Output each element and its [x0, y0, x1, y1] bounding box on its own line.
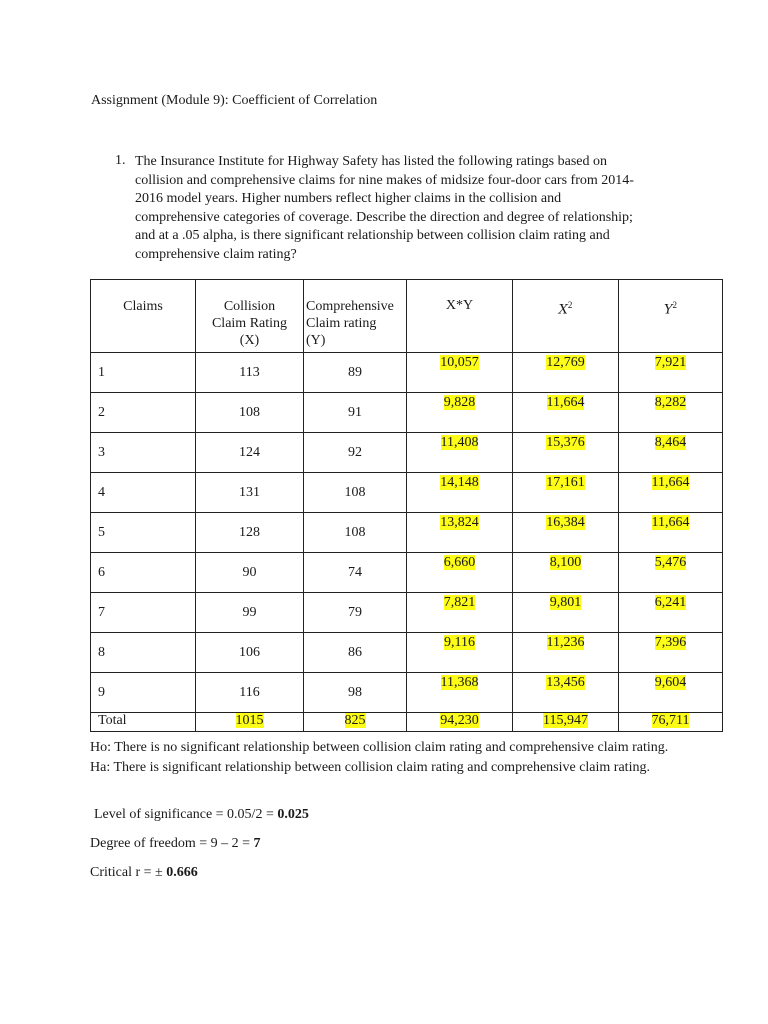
y-squared-cell	[619, 553, 723, 593]
claim-cell	[91, 353, 196, 393]
comprehensive-cell-value: 108	[344, 524, 366, 540]
claim-cell-value: 7	[98, 604, 105, 620]
table-row	[91, 353, 723, 393]
collision-cell-value: 128	[239, 524, 260, 540]
table-row	[91, 673, 723, 713]
y-squared-cell	[619, 393, 723, 433]
claim-cell	[91, 593, 196, 633]
x-squared-cell	[513, 593, 619, 633]
claim-cell-value: 9	[98, 684, 105, 700]
claim-cell-value: 4	[98, 484, 105, 500]
question-line: collision and comprehensive claims for nine makes of midsize four-door cars from 2014-	[135, 172, 634, 188]
y-squared-cell-value: 11,664	[651, 515, 690, 530]
y-squared-cell-value: 8,464	[654, 435, 687, 450]
x-squared-cell-value: 11,664	[546, 395, 585, 410]
xy-cell-value: 11,368	[440, 675, 479, 690]
question-line: comprehensive categories of coverage. Describe the direction and degree of relationship;	[135, 209, 633, 225]
y-squared-cell	[619, 673, 723, 713]
collision-cell-value: 116	[239, 684, 260, 700]
degree-of-freedom-line	[90, 836, 261, 852]
y-squared-cell-value: 11,664	[651, 475, 690, 490]
collision-cell-value: 113	[239, 364, 260, 380]
table-row	[91, 473, 723, 513]
xy-cell-value: 6,660	[443, 555, 476, 570]
comprehensive-cell-value: 108	[344, 484, 366, 500]
total-y-squared-cell-value: 76,711	[651, 713, 690, 728]
y-squared-cell-value: 7,396	[654, 635, 687, 650]
x-squared-cell-value: 9,801	[549, 595, 582, 610]
x-squared-cell	[513, 673, 619, 713]
xy-cell	[407, 473, 513, 513]
total-label-cell	[91, 713, 196, 732]
x-squared-cell-value: 13,456	[546, 675, 585, 690]
header-xy: X*Y	[407, 280, 513, 353]
collision-cell-value: 106	[239, 644, 260, 660]
total-x-squared-cell	[513, 713, 619, 732]
xy-cell	[407, 673, 513, 713]
x-squared-cell	[513, 553, 619, 593]
claim-cell-value: 6	[98, 564, 105, 580]
comprehensive-cell	[304, 553, 407, 593]
collision-cell	[196, 553, 304, 593]
xy-cell-value: 14,148	[440, 475, 479, 490]
significance-label: Level of significance = 0.05/2 =	[94, 807, 278, 822]
xy-cell-value: 9,116	[444, 635, 475, 650]
table-row	[91, 593, 723, 633]
comprehensive-cell	[304, 393, 407, 433]
y-squared-cell	[619, 473, 723, 513]
total-y-squared-cell	[619, 713, 723, 732]
x-squared-cell-value: 12,769	[546, 355, 585, 370]
question-line: comprehensive claim rating?	[135, 246, 297, 262]
y-squared-cell	[619, 633, 723, 673]
collision-cell	[196, 673, 304, 713]
comprehensive-cell	[304, 433, 407, 473]
x-squared-cell	[513, 353, 619, 393]
y-squared-cell	[619, 593, 723, 633]
y-squared-cell	[619, 353, 723, 393]
comprehensive-cell	[304, 513, 407, 553]
data-table	[90, 279, 723, 732]
x-squared-cell	[513, 633, 619, 673]
claim-cell-value: 3	[98, 444, 105, 460]
claim-cell	[91, 433, 196, 473]
x-squared-cell	[513, 473, 619, 513]
total-xy-cell	[407, 713, 513, 732]
collision-cell-value: 131	[239, 484, 260, 500]
total-y-cell	[304, 713, 407, 732]
hypotheses-text: Ho: There is no significant relationship between collision claim rating and comprehensive claim rating. Ha: There is significant relationship between collision claim rating and comprehensive claim rating.	[90, 740, 669, 775]
xy-cell-value: 9,828	[443, 395, 476, 410]
xy-cell	[407, 593, 513, 633]
comprehensive-cell-value: 86	[348, 644, 362, 660]
y-squared-cell-value: 5,476	[654, 555, 687, 570]
table-header-row	[91, 280, 723, 353]
xy-cell-value: 13,824	[440, 515, 479, 530]
xy-cell	[407, 553, 513, 593]
x-squared-cell	[513, 513, 619, 553]
collision-cell-value: 99	[242, 604, 257, 620]
x-squared-cell	[513, 393, 619, 433]
collision-cell	[196, 593, 304, 633]
critical-r-line	[90, 865, 198, 881]
comprehensive-cell-value: 91	[348, 404, 362, 420]
comprehensive-cell	[304, 673, 407, 713]
claim-cell-value: 8	[98, 644, 105, 660]
comprehensive-cell-value: 98	[348, 684, 362, 700]
critical-label: Critical r = ±	[90, 865, 167, 880]
xy-cell	[407, 393, 513, 433]
total-xy-cell-value: 94,230	[440, 713, 479, 728]
y-squared-cell	[619, 433, 723, 473]
table-row	[91, 553, 723, 593]
claim-cell	[91, 393, 196, 433]
y-squared-cell-value: 8,282	[654, 395, 687, 410]
collision-cell-value: 90	[242, 564, 257, 580]
claim-cell-value: 1	[98, 364, 105, 380]
x-squared-cell-value: 15,376	[546, 435, 585, 450]
total-y-cell-value: 825	[344, 713, 366, 728]
question-line: The Insurance Institute for Highway Safety has listed the following ratings based on	[135, 154, 607, 169]
question-line: 2016 model years. Higher numbers reflect higher claims in the collision and	[135, 191, 562, 207]
claim-cell	[91, 633, 196, 673]
comprehensive-cell-value: 89	[348, 364, 362, 380]
x-squared-cell-value: 8,100	[549, 555, 582, 570]
claim-cell	[91, 673, 196, 713]
y-squared-cell-value: 6,241	[654, 595, 687, 610]
total-x-squared-cell-value: 115,947	[543, 713, 588, 728]
table-row	[91, 513, 723, 553]
table-row	[91, 393, 723, 433]
collision-cell	[196, 393, 304, 433]
header-collision: Collision Claim Rating (X)	[196, 280, 304, 353]
x-squared-cell	[513, 433, 619, 473]
significance-line	[94, 807, 309, 823]
collision-cell	[196, 433, 304, 473]
y-squared-cell-value: 7,921	[654, 355, 687, 370]
x-squared-cell-value: 17,161	[546, 475, 585, 490]
total-x-cell	[196, 713, 304, 732]
comprehensive-cell	[304, 593, 407, 633]
collision-cell	[196, 473, 304, 513]
collision-cell-value: 124	[239, 444, 260, 460]
header-y-squared: $Y^2$	[619, 280, 723, 353]
xy-cell	[407, 433, 513, 473]
claim-cell-value: 2	[98, 404, 105, 420]
document-title: Assignment (Module 9): Coefficient of Correlation	[91, 93, 378, 108]
question-line: and at a .05 alpha, is there significant relationship between collision claim rating and	[135, 228, 610, 244]
header-x-squared: $X^2$	[513, 280, 619, 353]
collision-cell-value: 108	[239, 404, 260, 420]
header-comprehensive: Comprehensive Claim rating (Y)	[304, 280, 407, 353]
table-row	[91, 433, 723, 473]
critical-value: 0.666	[166, 865, 198, 880]
xy-cell-value: 7,821	[443, 595, 476, 610]
significance-value: 0.025	[277, 807, 309, 822]
x-squared-cell-value: 11,236	[546, 635, 585, 650]
claim-cell	[91, 553, 196, 593]
xy-cell-value: 11,408	[440, 435, 479, 450]
x-squared-cell-value: 16,384	[546, 515, 585, 530]
dof-label: Degree of freedom = 9 – 2 =	[90, 836, 254, 851]
xy-cell	[407, 513, 513, 553]
comprehensive-cell-value: 79	[348, 604, 362, 620]
claim-cell	[91, 473, 196, 513]
comprehensive-cell	[304, 353, 407, 393]
total-x-cell-value: 1015	[235, 713, 264, 728]
question-text	[135, 153, 680, 265]
claim-cell-value: 5	[98, 524, 105, 540]
collision-cell	[196, 353, 304, 393]
comprehensive-cell-value: 92	[348, 444, 362, 460]
xy-cell	[407, 633, 513, 673]
header-claims: Claims	[91, 280, 196, 353]
y-squared-cell	[619, 513, 723, 553]
collision-cell	[196, 513, 304, 553]
comprehensive-cell	[304, 633, 407, 673]
y-squared-cell-value: 9,604	[654, 675, 687, 690]
table-row	[91, 633, 723, 673]
comprehensive-cell	[304, 473, 407, 513]
claim-cell	[91, 513, 196, 553]
total-row	[91, 713, 723, 732]
collision-cell	[196, 633, 304, 673]
comprehensive-cell-value: 74	[348, 564, 362, 580]
question-number: 1.	[115, 153, 126, 168]
xy-cell-value: 10,057	[440, 355, 479, 370]
total-label-cell-value: Total	[98, 713, 127, 728]
xy-cell	[407, 353, 513, 393]
dof-value: 7	[253, 836, 261, 851]
